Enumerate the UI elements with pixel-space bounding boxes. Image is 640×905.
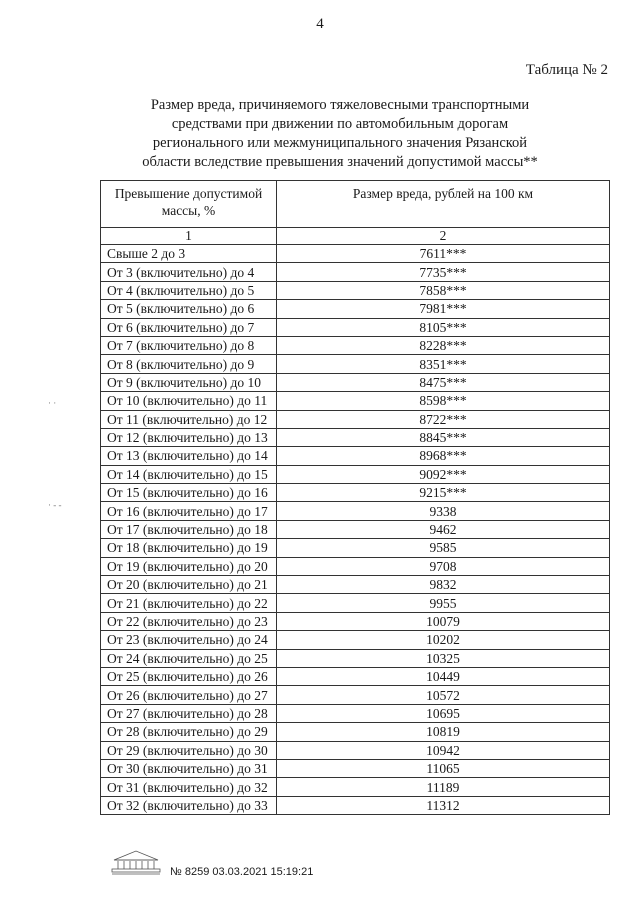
damage-value-cell: 9585 xyxy=(277,539,610,557)
overload-range-cell: От 3 (включительно) до 4 xyxy=(101,263,277,281)
damage-value-cell: 11065 xyxy=(277,759,610,777)
overload-range-cell: От 20 (включительно) до 21 xyxy=(101,576,277,594)
margin-mark: · - - xyxy=(48,500,62,510)
overload-range-cell: От 24 (включительно) до 25 xyxy=(101,649,277,667)
overload-range-cell: От 16 (включительно) до 17 xyxy=(101,502,277,520)
table-row xyxy=(101,245,610,263)
table-row xyxy=(101,318,610,336)
overload-range-cell: От 7 (включительно) до 8 xyxy=(101,336,277,354)
overload-range-cell: От 17 (включительно) до 18 xyxy=(101,520,277,538)
document-title xyxy=(100,96,580,172)
damage-value-cell: 7611*** xyxy=(277,245,610,263)
header-overload-percent: Превышение допустимой массы, % xyxy=(101,181,277,228)
damage-value-cell: 9092*** xyxy=(277,465,610,483)
damage-value-cell: 7735*** xyxy=(277,263,610,281)
table-body xyxy=(101,245,610,815)
table-label: Таблица № 2 xyxy=(525,62,608,78)
damage-value-cell: 8351*** xyxy=(277,355,610,373)
page-number: 4 xyxy=(316,16,324,32)
table-row xyxy=(101,447,610,465)
overload-range-cell: От 23 (включительно) до 24 xyxy=(101,631,277,649)
damage-value-cell: 8845*** xyxy=(277,428,610,446)
table-row xyxy=(101,778,610,796)
column-number: 1 xyxy=(101,228,277,245)
table-row xyxy=(101,631,610,649)
overload-range-cell: От 11 (включительно) до 12 xyxy=(101,410,277,428)
damage-value-cell: 10695 xyxy=(277,704,610,722)
table-row xyxy=(101,704,610,722)
table-row xyxy=(101,557,610,575)
overload-range-cell: От 10 (включительно) до 11 xyxy=(101,392,277,410)
damage-value-cell: 10325 xyxy=(277,649,610,667)
header-damage-amount: Размер вреда, рублей на 100 км xyxy=(277,181,610,228)
table-row xyxy=(101,281,610,299)
damage-value-cell: 10942 xyxy=(277,741,610,759)
table-row xyxy=(101,741,610,759)
damage-value-cell: 11189 xyxy=(277,778,610,796)
damage-value-cell: 10819 xyxy=(277,723,610,741)
damage-value-cell: 8722*** xyxy=(277,410,610,428)
column-number-row xyxy=(101,228,610,245)
table-row xyxy=(101,649,610,667)
table-row xyxy=(101,796,610,814)
table-row xyxy=(101,502,610,520)
damage-value-cell: 9832 xyxy=(277,576,610,594)
table-row xyxy=(101,410,610,428)
overload-range-cell: От 15 (включительно) до 16 xyxy=(101,484,277,502)
overload-range-cell: От 8 (включительно) до 9 xyxy=(101,355,277,373)
overload-range-cell: От 31 (включительно) до 32 xyxy=(101,778,277,796)
table-row xyxy=(101,484,610,502)
overload-range-cell: От 30 (включительно) до 31 xyxy=(101,759,277,777)
overload-range-cell: От 14 (включительно) до 15 xyxy=(101,465,277,483)
table-row xyxy=(101,263,610,281)
table-row xyxy=(101,539,610,557)
damage-value-cell: 10202 xyxy=(277,631,610,649)
damage-value-cell: 7858*** xyxy=(277,281,610,299)
overload-range-cell: От 18 (включительно) до 19 xyxy=(101,539,277,557)
table-row xyxy=(101,392,610,410)
overload-range-cell: От 5 (включительно) до 6 xyxy=(101,300,277,318)
damage-value-cell: 8598*** xyxy=(277,392,610,410)
overload-range-cell: От 32 (включительно) до 33 xyxy=(101,796,277,814)
damage-value-cell: 8105*** xyxy=(277,318,610,336)
damage-value-cell: 9462 xyxy=(277,520,610,538)
government-building-stamp-icon xyxy=(108,846,164,876)
damage-value-cell: 10449 xyxy=(277,667,610,685)
table-row xyxy=(101,373,610,391)
overload-range-cell: От 27 (включительно) до 28 xyxy=(101,704,277,722)
table-row xyxy=(101,576,610,594)
table-row xyxy=(101,300,610,318)
table-row xyxy=(101,667,610,685)
damage-value-cell: 9215*** xyxy=(277,484,610,502)
table-row xyxy=(101,355,610,373)
damage-value-cell: 8968*** xyxy=(277,447,610,465)
table-row xyxy=(101,336,610,354)
table-row xyxy=(101,723,610,741)
table-row xyxy=(101,612,610,630)
header-row xyxy=(101,181,610,228)
table-row xyxy=(101,686,610,704)
damage-table xyxy=(100,180,610,815)
document-footer: № 8259 03.03.2021 15:19:21 xyxy=(170,866,314,878)
damage-value-cell: 9708 xyxy=(277,557,610,575)
overload-range-cell: От 19 (включительно) до 20 xyxy=(101,557,277,575)
table-row xyxy=(101,759,610,777)
damage-value-cell: 8475*** xyxy=(277,373,610,391)
table-row xyxy=(101,520,610,538)
damage-value-cell: 10572 xyxy=(277,686,610,704)
damage-value-cell: 8228*** xyxy=(277,336,610,354)
overload-range-cell: От 22 (включительно) до 23 xyxy=(101,612,277,630)
overload-range-cell: От 13 (включительно) до 14 xyxy=(101,447,277,465)
title-line: области вследствие превышения значений допустимой массы** xyxy=(142,154,538,170)
damage-value-cell: 11312 xyxy=(277,796,610,814)
overload-range-cell: От 26 (включительно) до 27 xyxy=(101,686,277,704)
damage-value-cell: 9338 xyxy=(277,502,610,520)
title-line: Размер вреда, причиняемого тяжеловесными транспортными xyxy=(150,97,530,113)
damage-value-cell: 10079 xyxy=(277,612,610,630)
overload-range-cell: От 28 (включительно) до 29 xyxy=(101,723,277,741)
margin-mark: · · xyxy=(48,398,57,408)
damage-value-cell: 9955 xyxy=(277,594,610,612)
title-line: средствами при движении по автомобильным дорогам xyxy=(171,116,509,132)
overload-range-cell: От 21 (включительно) до 22 xyxy=(101,594,277,612)
overload-range-cell: Свыше 2 до 3 xyxy=(101,245,277,263)
overload-range-cell: От 9 (включительно) до 10 xyxy=(101,373,277,391)
overload-range-cell: От 25 (включительно) до 26 xyxy=(101,667,277,685)
column-number: 2 xyxy=(277,228,610,245)
overload-range-cell: От 6 (включительно) до 7 xyxy=(101,318,277,336)
damage-value-cell: 7981*** xyxy=(277,300,610,318)
overload-range-cell: От 4 (включительно) до 5 xyxy=(101,281,277,299)
overload-range-cell: От 29 (включительно) до 30 xyxy=(101,741,277,759)
overload-range-cell: От 12 (включительно) до 13 xyxy=(101,428,277,446)
table-row xyxy=(101,594,610,612)
table-row xyxy=(101,465,610,483)
title-line: регионального или межмуниципального значения Рязанской xyxy=(152,135,528,151)
table-row xyxy=(101,428,610,446)
